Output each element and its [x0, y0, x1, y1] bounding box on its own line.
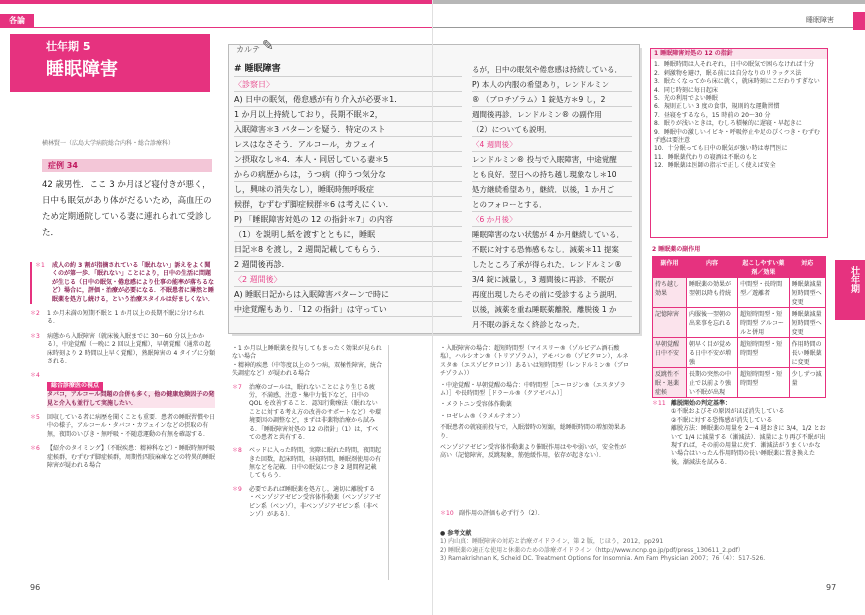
karte-line: とも良好．翌日への持ち越し現象なし＊10: [472, 170, 617, 179]
karte-line: とのフォローとする．: [472, 200, 547, 209]
note-3: [30, 333, 215, 367]
references-title: ● 参考文献: [440, 530, 472, 537]
note-text: 副作用の評価も必ず行う（2）．: [459, 510, 544, 517]
drug-item: ・入眠障害の場合：超短時間型（マイスリー®（ゾルピデム酒石酸塩），ハルシオン®（トリアゾラム），アモバン®（ゾピクロン），ルネスタ®（エスゾピクロン））あるいは短時間型（レンドルミン®（ブロチゾラム））: [440, 345, 629, 378]
karte-line: したところ了承が得られた．レンドルミン®: [472, 260, 622, 269]
karte-line: 2 週間後再診．: [234, 260, 290, 269]
guideline-item: 2．刺激物を避け，眠る前には自分なりのリラックス法: [654, 69, 802, 77]
karte-line: 日記＊8 を渡し，2 週間記載してもらう．: [234, 245, 386, 254]
table-cell: 睡眠薬減量 短時間型へ変更: [789, 308, 825, 338]
page-number-left: 96: [30, 583, 41, 592]
note-mark: ＊2: [30, 309, 40, 317]
table-cell: 朝早く目が覚める日中不安が増強: [686, 338, 737, 368]
karte-line: 不眠に対する恐怖感もなし．減薬＊11 提案: [472, 245, 619, 254]
karte-line: 月不眠の訴えなく終診となった．: [472, 320, 585, 329]
table-cell: 少しずつ減量: [789, 368, 825, 398]
table-cell: 作用時間の長い睡眠薬に変更: [789, 338, 825, 368]
karte-line: るが，日中の眠気や倦怠感は持続している．: [472, 65, 622, 74]
karte-line: 候群，むずむず脚症候群＊6 は考えにくい．: [234, 200, 394, 209]
karte-line: 〈4 週間後〉: [472, 140, 517, 149]
karte-line: 3/4 錠に減量し，3 週間後に再診．不眠が: [472, 275, 614, 284]
note-mark: ＊10: [440, 510, 454, 517]
guideline-list: [651, 59, 827, 172]
note-mark: ＊1: [35, 262, 45, 269]
note-mark: ＊7: [232, 383, 242, 391]
karte-line: からの病歴からは，うつ病（抑うつ気分な: [234, 170, 386, 179]
side-effect-title: 2 睡眠薬の副作用: [652, 246, 701, 253]
table-row: [653, 278, 826, 308]
note-text: タバコ，アルコール問題の合併も多く，他の健康危険因子の発見と介入も並行して実施したい．: [47, 391, 215, 407]
karte-line: レスはなさそう．アルコール，カフェイ: [234, 140, 377, 149]
page-number-right: 97: [826, 583, 837, 592]
drug-item: ・中途覚醒・早朝覚醒の場合：中時間型［ユーロジン®（エスタゾラム）］や長時間型［ドラール®（クアゼパム）］: [440, 381, 626, 397]
table-header: 内容: [686, 257, 737, 278]
note-mark: ＊3: [30, 332, 40, 340]
chapter-title: 睡眠障害: [46, 59, 118, 80]
note-2: [30, 310, 215, 327]
karte-line: （2）についても説明．: [472, 125, 552, 134]
note-mark: ＊8: [232, 447, 242, 455]
guideline-item: 6．規則正しい 3 度の食事，規則的な運動習慣: [654, 103, 780, 111]
note-6: [30, 445, 215, 470]
table-header: 副作用: [653, 257, 687, 278]
note-8: [232, 447, 382, 481]
header-rule-right: [433, 27, 865, 28]
section-tab: 各論: [0, 14, 34, 28]
note-title: 離脱開始の判定基準：: [671, 400, 732, 407]
top-bar-right: [433, 0, 865, 4]
karte-line: A) 日中の眠気，倦怠感が有り介入が必要＊1．: [234, 95, 403, 104]
note-text: 病態から入眠障害（就床後入眠までに 30〜60 分以上かかる），中途覚醒（一晩に 2 回以上覚醒），早朝覚醒（通常の起床時刻より 2 時間以上早く覚醒），熟眠障害の 4 タイプに分類される．: [47, 332, 215, 365]
drug-item: ベンゾジアゼピン受容体作動薬より催眠作用はやや弱いが，安全性が高い（記憶障害，反跳現象，筋弛緩作用，依存が起きない）．: [440, 443, 626, 460]
note-text: 治療のゴールは，眠れないことにより生じる疲労，不満感，注意・集中力低下など，日中の QOL を改善すること．認知行動療法（眠れないことに対する考え方の改善のサポートなど）や環境要因の調整など，まずは非薬物治療から試みる．「睡眠障害対処の 12 の指針」（1）は，すべての患者と共有する．: [249, 383, 382, 441]
mid-notes: [232, 345, 382, 519]
note-text: 成人の約 3 割が指摘されている「眠れない」訴えをよく聞くのが第一歩．「眠れない」ことにより，日中の生活に問題が生じる（日中の眠気・倦怠感により仕事の能率が落ちるなど）場合に，評価・治療が必要になる．不眠患者に薄然と睡眠薬を処方し続ける，という治療スタイルは好ましくない．: [52, 262, 215, 303]
guideline-item: 5．光の利用でよい睡眠: [654, 94, 718, 102]
karte-line: 〈診察日〉: [234, 80, 274, 89]
karte-line: 中途覚醒もあり．「12 の指針」は守ってい: [234, 305, 387, 314]
note-mark: ＊9: [232, 485, 242, 493]
note-mark: ＊11: [652, 400, 666, 407]
note-4-body: [47, 372, 215, 408]
karte-right-col: [472, 62, 632, 330]
side-effect-table: [652, 256, 826, 398]
note-text: 回収している者に病歴を聞くことも重要．患者の睡眠習慣や日中の様子，アルコール・タバコ・カフェインなどの摂取の有無，夜間のいびき・無呼吸・不随意運動の有無を確認する．: [47, 414, 216, 438]
karte-line: ® （ブロチゾラム）1 錠処方＊9 し，2: [472, 95, 606, 104]
note-text: 1 か月未満の短期不眠と 1 か月以上の長期不眠に分けられる．: [47, 309, 205, 326]
guideline-item: 9．睡眠中の激しいイビキ・呼吸停止や足のぴくつき・むずむず感は要注意: [654, 128, 820, 144]
note-5: [30, 414, 215, 439]
karte-line: 入眠障害＊3 パターンを疑う．特定のスト: [234, 125, 386, 134]
reference-item: 1) 内山真：睡眠障害の対応と治療ガイドライン，第 2 版，じほう，2012，pp291: [440, 538, 664, 546]
drug-list: [440, 345, 630, 461]
note-text: 必要であれば睡眠薬を処方し，適切に離脱する ・ベンゾジアゼピン受容体作動薬（ベンゾジアゼピン系（ベンゾ），非ベンゾジアゼピン系（非ベンゾ）がある）．: [249, 485, 381, 519]
mid-divider: [388, 345, 389, 580]
karte-line: 以後，減薬を重ね睡眠薬離脱．離脱後 1 か: [472, 305, 617, 314]
table-row: [653, 308, 826, 338]
guideline-item: 10．十分眠っても日中の眠気が強い時は専門医に: [654, 145, 788, 153]
guideline-item: 4．同じ時刻に毎日起床: [654, 86, 718, 94]
note-4: [30, 372, 215, 408]
karte-line: 週間後再診．レンドルミン® の副作用: [472, 110, 602, 119]
table-row: [653, 368, 826, 398]
table-cell: 記憶障害: [653, 308, 687, 338]
guideline-item: 1．睡眠時間は人それぞれ，日中の眠気で困らなければ十分: [654, 61, 815, 69]
guideline-title: 1 睡眠障害対処の 12 の指針: [651, 49, 827, 59]
note-text: ・1 か月以上睡眠薬を投与してもまったく効果が見られない場合 ・精神的疾患（中等度以上のうつ病，双極性障害，統合失調症など）が疑われる場合: [232, 345, 383, 378]
table-cell: 超短時間型・短時間型: [738, 338, 789, 368]
note-mark: ＊6: [30, 445, 40, 453]
side-tab-label: 壮年期: [849, 266, 859, 293]
karte-line: （1）を説明し紙を渡すとともに，睡眠: [234, 230, 376, 239]
table-header: 起こしやすい薬剤／効果: [738, 257, 789, 278]
karte-line: ン摂取なし＊4．本人・同居している妻＊5: [234, 155, 389, 164]
left-notes: [30, 262, 215, 470]
karte-label: カルテ: [236, 45, 260, 54]
author: 横林賢一（広島大学病院総合内科・総合診療科）: [42, 140, 175, 147]
case-label: 症例 34: [48, 161, 78, 170]
page-corner-block: [853, 12, 865, 30]
note-text: 【紹介のタイミング】（不眠疾患：精神科など）・睡眠時無呼吸症候群，むずむず脚症候群，周期性四肢麻痺などの特異的睡眠障害が疑われる場合: [47, 445, 216, 470]
table-header-row: [653, 257, 826, 278]
karte-line: P) 「睡眠障害対処の 12 の指針＊7」の内容: [234, 215, 393, 224]
table-cell: 長期の突然の中止で以前より強い不眠が出現: [686, 368, 737, 398]
karte-line: 1 か月以上持続しており，長期不眠＊2，: [234, 110, 383, 119]
table-cell: 睡眠薬の効果が翌朝以降も持続: [686, 278, 737, 308]
note-9: [232, 486, 382, 520]
drug-item: ・ロゼレム®（ラメルテオン）: [440, 412, 524, 420]
karte-line: 睡眠障害のない状態が 4 か月継続している．: [472, 230, 625, 239]
note-label: 総合診療医の視点: [47, 382, 103, 390]
table-cell: 内服後一翌朝の出来事を忘れる: [686, 308, 737, 338]
karte-line: 〈6 か月後〉: [472, 215, 517, 224]
pencil-icon: ✎: [262, 38, 274, 54]
guideline-item: 12．睡眠薬は医師の指示で正しく使えば安全: [654, 162, 776, 170]
table-cell: 超短時間型・短時間型 アルコールと併用: [738, 308, 789, 338]
table-header: 対応: [789, 257, 825, 278]
table-cell: 中間型・長時間型／遊離者: [738, 278, 789, 308]
guideline-item: 8．眠りが浅いときは，むしろ積極的に遅寝・早起きに: [654, 120, 802, 128]
table-cell: 睡眠薬減量 短時間型へ変更: [789, 278, 825, 308]
drug-item: ・メラトニン受容体作動薬: [440, 401, 512, 409]
reference-item: 3) Ramakrishnan K, Scheid DC. Treatment Options for Insomnia. Am Fam Physician 2007；76（4）：517-526.: [440, 555, 766, 563]
note-mark: ＊4: [30, 372, 40, 380]
note-7: [232, 384, 382, 443]
gutter: [432, 0, 433, 615]
case-text: 42 歳男性．ここ 3 か月ほど寝付きが悪く，日中も眠気があり体がだるいため，高血圧のため定期通院している妻に連れられて受診した．: [42, 180, 213, 238]
chapter-label: 壮年期 5: [46, 40, 91, 53]
drug-item: 不眠患者の就寝前投与で，入眠潜時の短縮，総睡眠時間の増加効果あり．: [440, 424, 626, 440]
karte-line: P) 本人の内服の希望あり，レンドルミン: [472, 80, 610, 89]
running-title: 睡眠障害: [806, 16, 834, 24]
guideline-item: 11．睡眠薬代わりの寝酒は不眠のもと: [654, 153, 758, 161]
guideline-item: 7．昼寝をするなら，15 時前の 20〜30 分: [654, 111, 771, 119]
karte-left-col: [234, 62, 462, 330]
karte-line: し，興味の消失なし），睡眠時無呼吸症: [234, 185, 374, 194]
karte-title: # 睡眠障害: [234, 64, 281, 74]
karte-line: A) 睡眠日記からは入眠障害パターンで時に: [234, 290, 389, 299]
table-cell: 反跳性不眠・退薬症候: [653, 368, 687, 398]
karte-line: 再度出現したらその前に受診するよう説明．: [472, 290, 622, 299]
karte-line: 処方継続希望あり，継続．以後，1 か月ご: [472, 185, 615, 194]
note-text: ①不眠およびその原因がほぼ消失している ②不眠に対する恐怖感が消失している 離脱方法：睡眠薬の用量を 2〜4 週おきに 3/4，1/2 とおいて 1/4 に減量する（漸減法）．減量により再び不眠が出現すれば，その前の用量に戻す．漸減法がうまくいかない場合はいったん作用時間の長い睡眠薬に置き換えた後，漸減法を試みる．: [671, 408, 826, 466]
top-bar-left: [0, 0, 432, 4]
guideline-box: [650, 48, 828, 238]
header-rule-left: [34, 27, 432, 28]
table-cell: 超短時間型・短時間型: [738, 368, 789, 398]
note-text: ベッドに入った時間，実際に眠れた時間，夜間起きた回数，起床時間，昼寝時間，睡眠剤使用の有無などを記載．日中の眠気につき 2 週間程記載してもらう．: [249, 447, 382, 480]
guideline-item: 3．眠たくなってから床に就く，就床時刻にこだわりすぎない: [654, 78, 820, 86]
table-cell: 早朝覚醒 日中不安: [653, 338, 687, 368]
note-10: [440, 510, 635, 518]
note-mark: ＊5: [30, 414, 40, 422]
karte-line: レンドルミン® 投与で入眠障害，中途覚醒: [472, 155, 617, 164]
note-1: [30, 262, 215, 304]
note-11: [652, 400, 826, 467]
karte-line: 〈2 週間後〉: [234, 275, 282, 284]
reference-item: 2) 睡眠薬の適正な使用と休薬のための診療ガイドライン（http://www.ncnp.go.jp/pdf/press_130611_2.pdf）: [440, 546, 744, 554]
references: [440, 530, 820, 564]
table-row: [653, 338, 826, 368]
table-cell: 持ち越し効果: [653, 278, 687, 308]
